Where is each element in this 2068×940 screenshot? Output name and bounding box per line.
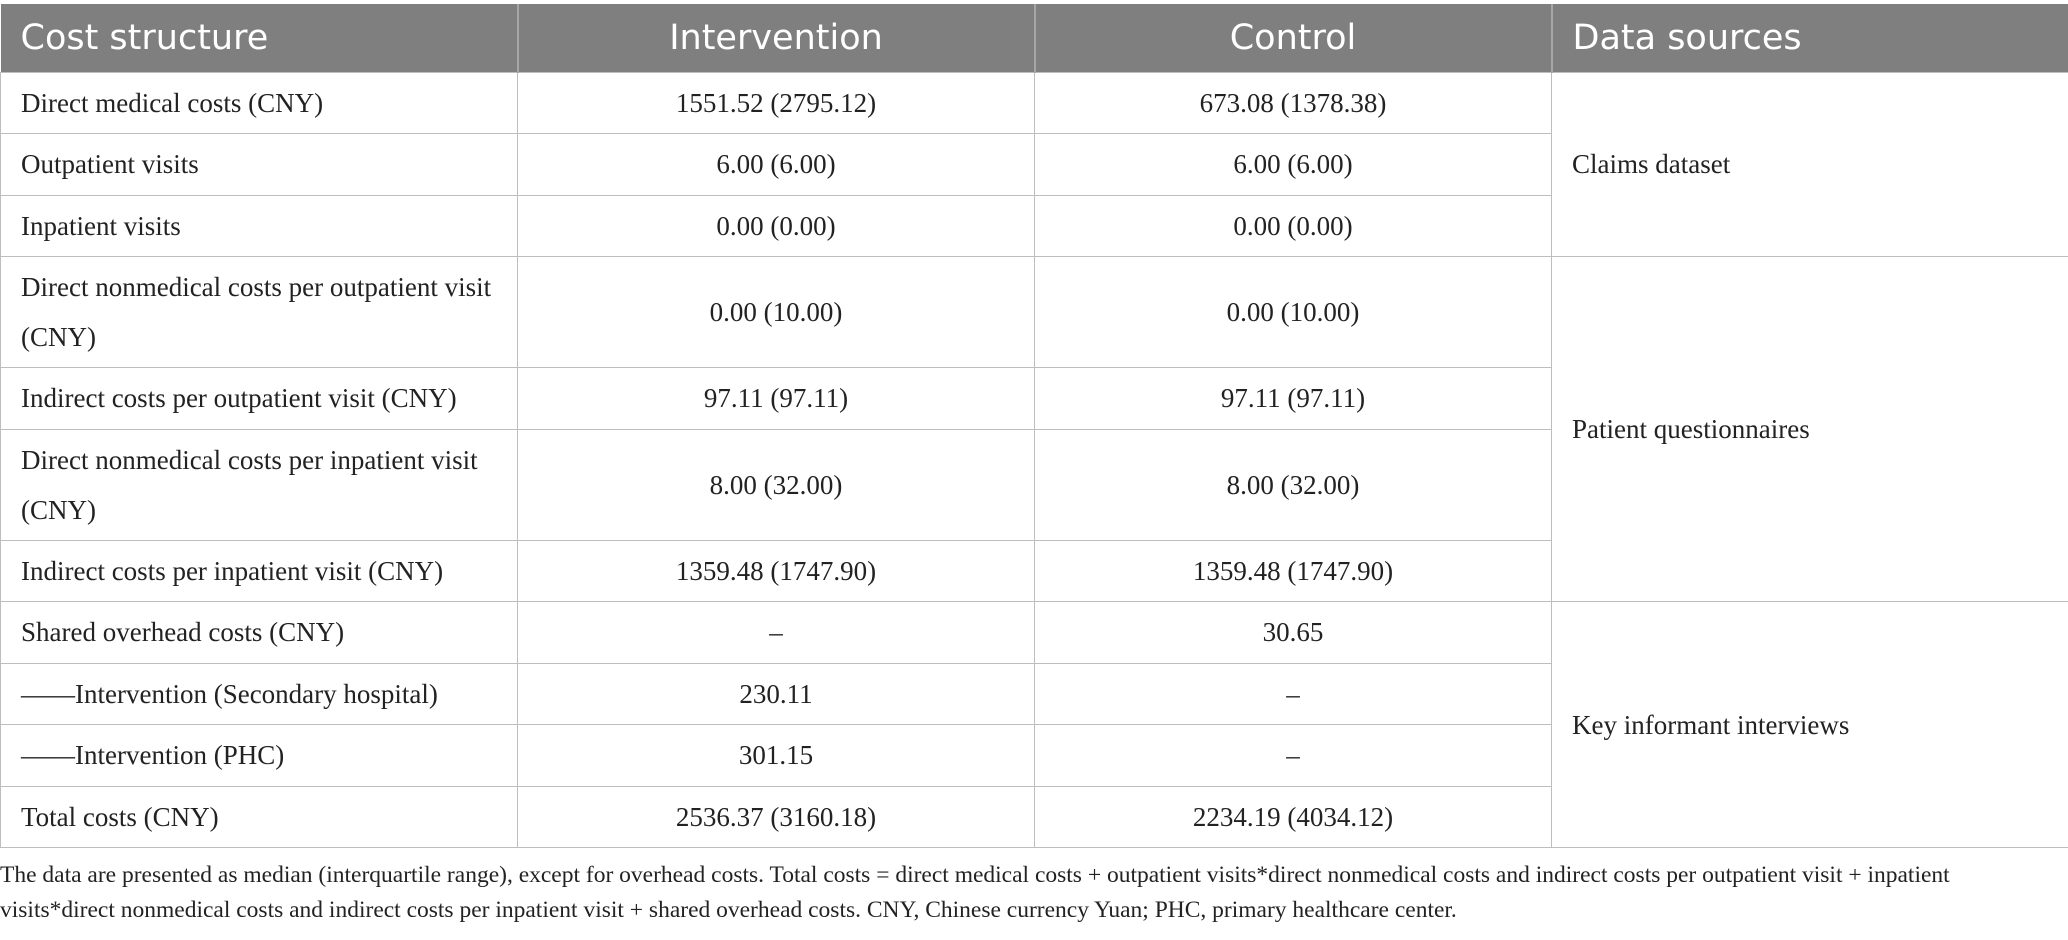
control-value: – [1035, 663, 1552, 725]
data-source-claims: Claims dataset [1552, 72, 2068, 257]
data-source-questionnaires: Patient questionnaires [1552, 257, 2068, 602]
row-label: Direct medical costs (CNY) [1, 72, 518, 134]
row-label: Indirect costs per outpatient visit (CNY) [1, 368, 518, 430]
control-value: 30.65 [1035, 602, 1552, 664]
control-value: 97.11 (97.11) [1035, 368, 1552, 430]
intervention-value: 97.11 (97.11) [518, 368, 1035, 430]
row-label: Outpatient visits [1, 134, 518, 196]
intervention-value: – [518, 602, 1035, 664]
intervention-value: 1359.48 (1747.90) [518, 540, 1035, 602]
control-value: 1359.48 (1747.90) [1035, 540, 1552, 602]
row-label: Direct nonmedical costs per inpatient visit (CNY) [1, 429, 518, 540]
cost-structure-table [0, 4, 2068, 848]
row-label: Direct nonmedical costs per outpatient visit (CNY) [1, 257, 518, 368]
control-value: 673.08 (1378.38) [1035, 72, 1552, 134]
row-label: Total costs (CNY) [1, 786, 518, 848]
intervention-value: 8.00 (32.00) [518, 429, 1035, 540]
intervention-value: 0.00 (10.00) [518, 257, 1035, 368]
table-row [1, 72, 2068, 134]
control-value: 6.00 (6.00) [1035, 134, 1552, 196]
control-value: 0.00 (0.00) [1035, 195, 1552, 257]
row-label: ——Intervention (Secondary hospital) [1, 663, 518, 725]
row-label: Shared overhead costs (CNY) [1, 602, 518, 664]
intervention-value: 2536.37 (3160.18) [518, 786, 1035, 848]
header-data-sources: Data sources [1552, 4, 2068, 72]
row-label: ——Intervention (PHC) [1, 725, 518, 787]
row-label: Indirect costs per inpatient visit (CNY) [1, 540, 518, 602]
control-value: 2234.19 (4034.12) [1035, 786, 1552, 848]
control-value: – [1035, 725, 1552, 787]
table-footnote: The data are presented as median (interquartile range), except for overhead costs. Total costs = direct medical costs + outpatient visits*direct nonmedical costs and indirect costs per outpatient visit + inpatient visits*direct nonmedical costs and indirect costs per inpatient visit + shared overhead costs. CNY, Chinese currency Yuan; PHC, primary healthcare center. [0, 862, 1950, 923]
table-header-row [1, 4, 2068, 72]
header-intervention: Intervention [518, 4, 1035, 72]
control-value: 0.00 (10.00) [1035, 257, 1552, 368]
table-row [1, 602, 2068, 664]
intervention-value: 301.15 [518, 725, 1035, 787]
header-cost-structure: Cost structure [1, 4, 518, 72]
header-control: Control [1035, 4, 1552, 72]
intervention-value: 0.00 (0.00) [518, 195, 1035, 257]
intervention-value: 6.00 (6.00) [518, 134, 1035, 196]
control-value: 8.00 (32.00) [1035, 429, 1552, 540]
data-source-interviews: Key informant interviews [1552, 602, 2068, 848]
intervention-value: 1551.52 (2795.12) [518, 72, 1035, 134]
table-row [1, 257, 2068, 368]
intervention-value: 230.11 [518, 663, 1035, 725]
cost-table-container [0, 4, 2068, 848]
row-label: Inpatient visits [1, 195, 518, 257]
